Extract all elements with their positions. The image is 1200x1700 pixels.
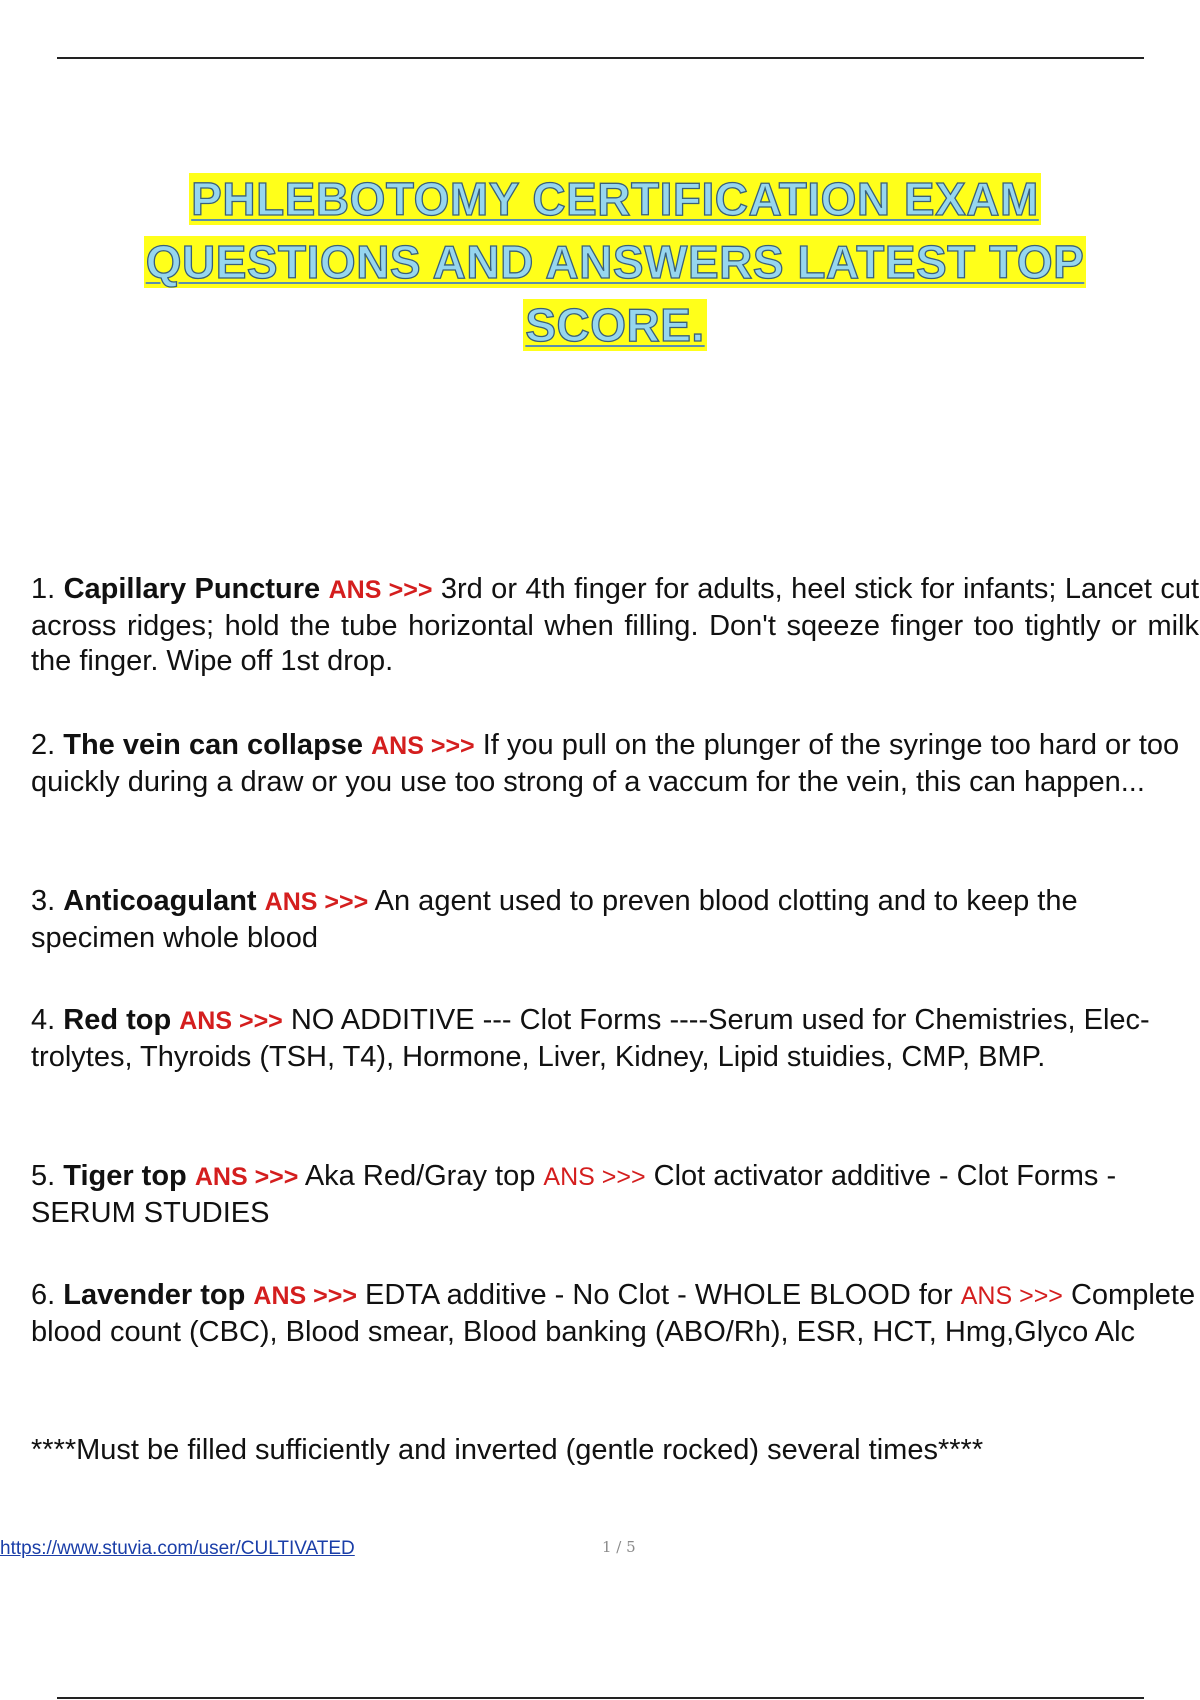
item-term: The vein can collapse — [63, 729, 364, 761]
bottom-rule — [57, 1697, 1144, 1699]
ans-marker: ANS >>> — [253, 1282, 357, 1310]
item-term: Lavender top — [63, 1279, 246, 1311]
ans-marker: ANS >>> — [179, 1007, 283, 1035]
document-title — [60, 168, 1170, 357]
ans-marker: ANS >>> — [543, 1163, 646, 1191]
footer-source-link[interactable]: https://www.stuvia.com/user/CULTIVATED — [0, 1538, 355, 1559]
item-number: 5. — [31, 1160, 56, 1192]
qa-item-6 — [31, 1278, 1199, 1350]
top-rule — [57, 57, 1144, 59]
item-term: Tiger top — [63, 1160, 187, 1192]
ans-marker: ANS >>> — [371, 732, 475, 760]
item-answer: Aka Red/Gray top — [304, 1160, 536, 1192]
item-term: Anticoagulant — [63, 885, 257, 917]
item-number: 2. — [31, 729, 56, 761]
item-answer: An agent used to preven blood clotting and to keep the specimen whole blood — [31, 885, 1078, 954]
page-number: 1 / 5 — [602, 1538, 636, 1556]
ans-marker: ANS >>> — [264, 888, 369, 916]
item-number: 3. — [31, 885, 56, 917]
item-answer-2: Complete blood count (CBC), Blood smear, Blood banking (ABO/Rh), ESR, HCT, Hmg,Glyco Alc — [31, 1279, 1196, 1348]
qa-item-4 — [31, 1003, 1199, 1075]
title-line-1: PHLEBOTOMY CERTIFICATION EXAM — [191, 173, 1039, 225]
item-answer-2: Clot activator additive - Clot Forms - SERUM STUDIES — [31, 1160, 1117, 1229]
ans-marker: ANS >>> — [328, 576, 433, 604]
ans-marker: ANS >>> — [194, 1163, 299, 1191]
qa-item-1 — [31, 572, 1199, 680]
item-number: 1. — [31, 573, 56, 605]
qa-item-5 — [31, 1159, 1199, 1231]
note-text: ****Must be filled sufficiently and inverted (gentle rocked) several times**** — [31, 1434, 984, 1466]
qa-item-3 — [31, 884, 1199, 956]
item-answer: EDTA additive - No Clot - WHOLE BLOOD for — [365, 1279, 953, 1311]
item-answer: NO ADDITIVE --- Clot Forms ----Serum used for Chemistries, Elec- trolytes, Thyroids (TSH, T4), Hormone, Liver, Kidney, Lipid stuidies, CMP, BMP. — [31, 1004, 1150, 1073]
item-number: 6. — [31, 1279, 56, 1311]
item-term: Red top — [63, 1004, 172, 1036]
item-answer: 3rd or 4th finger for adults, heel stick for infants; Lancet cut across ridges; hold the tube horizontal when filling. Don't sqeeze finger too tightly or milk the finger. Wipe off 1st drop. — [31, 573, 1200, 677]
item-term: Capillary Puncture — [63, 573, 321, 605]
title-line-2: QUESTIONS AND ANSWERS LATEST TOP — [145, 236, 1085, 288]
item-number: 4. — [31, 1004, 56, 1036]
item-answer: If you pull on the plunger of the syringe too hard or too quickly during a draw or you use too strong of a vaccum for the vein, this can happen... — [31, 729, 1180, 798]
ans-marker: ANS >>> — [960, 1282, 1063, 1310]
title-line-3: SCORE. — [525, 299, 705, 351]
qa-item-2 — [31, 728, 1199, 800]
